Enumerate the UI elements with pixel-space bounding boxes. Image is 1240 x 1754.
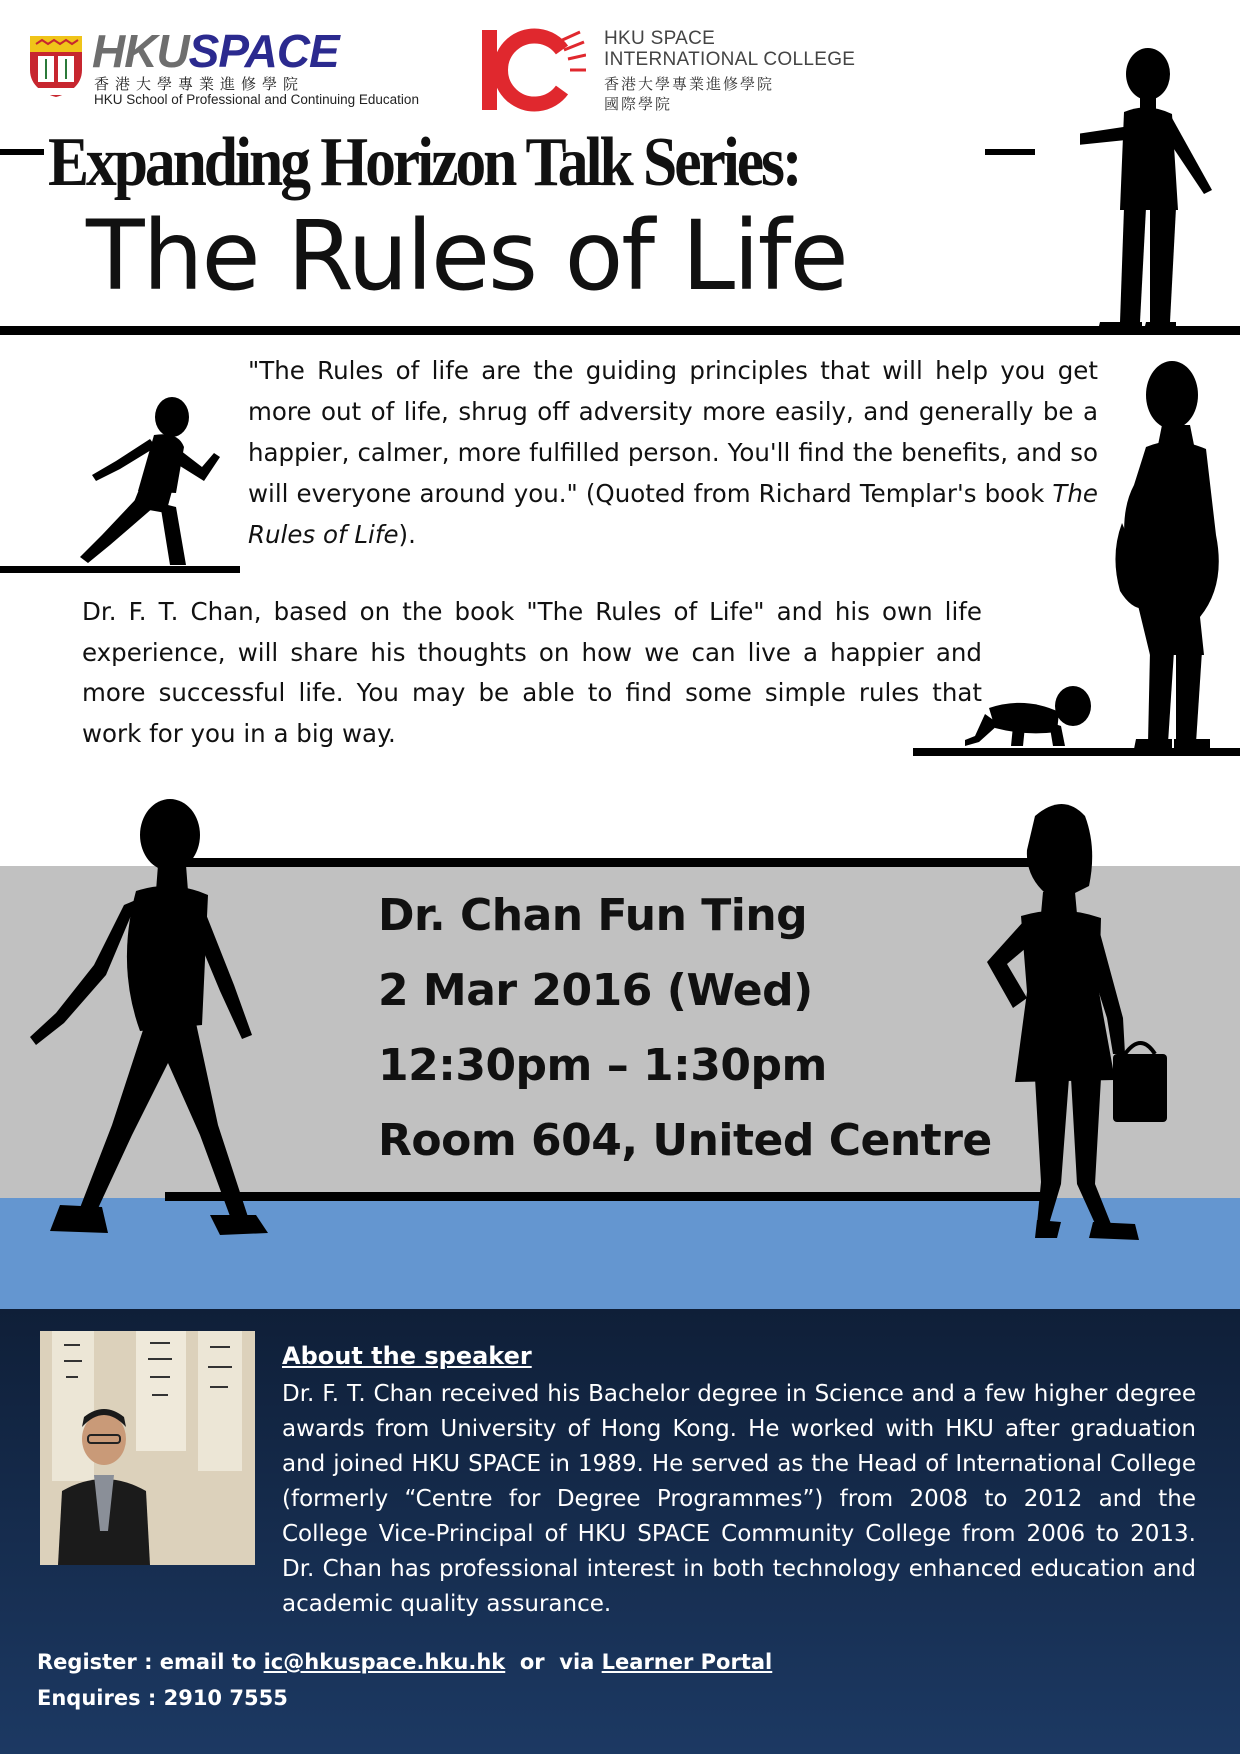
about-speaker-heading: About the speaker [282, 1342, 532, 1370]
hku-space-chinese-name: 香港大學專業進修學院 [94, 75, 305, 93]
title-underline [0, 326, 1240, 335]
event-venue: Room 604, United Centre [378, 1115, 992, 1166]
quote-book-title: The Rules of Life [248, 479, 1098, 549]
main-title: The Rules of Life [86, 200, 847, 312]
register-middle: or via [505, 1650, 602, 1674]
pregnant-woman-silhouette-icon [1110, 355, 1240, 755]
ic-name-line1: HKU SPACE [604, 28, 716, 49]
learner-portal-link[interactable]: Learner Portal [601, 1650, 773, 1674]
register-line [37, 1650, 772, 1674]
hku-space-english-name: HKU School of Professional and Continuing Education [94, 92, 419, 107]
enquiry-line: Enquires : 2910 7555 [37, 1686, 288, 1710]
book-quote [248, 350, 1098, 555]
hku-shield-logo [28, 34, 84, 98]
hku-space-wordmark [92, 25, 339, 77]
register-email-link[interactable]: ic@hkuspace.hku.hk [263, 1650, 506, 1674]
runner-ground-line [0, 566, 240, 573]
talk-introduction: Dr. F. T. Chan, based on the book "The Rules of Life" and his own life experience, will share his thoughts on how we can live a happier and more successful life. You may be able to find some simple rules that work for you in a big way. [82, 597, 982, 748]
about-speaker-body: Dr. F. T. Chan received his Bachelor degree in Science and a few higher degree awards from University of Hong Kong. He worked with HKU after graduation and joined HKU SPACE in 1989. He served as the Head of International College (formerly “Centre for Degree Programmes”) from 2008 to 2012 and the College Vice-Principal of HKU SPACE Community College from 2006 to 2013. Dr. Chan has professional interest in both technology enhanced education and academic quality assurance. [282, 1381, 1196, 1617]
walking-man-silhouette-icon [20, 795, 280, 1280]
child-silhouette-icon [1080, 40, 1230, 332]
runner-silhouette-icon [80, 395, 230, 567]
businesswoman-silhouette-icon [965, 792, 1205, 1277]
wordmark-hku: HKU [92, 25, 189, 77]
speaker-photo [40, 1331, 255, 1565]
series-title: Expanding Horizon Talk Series: [48, 124, 800, 201]
ic-chinese-line1: 香港大學專業進修學院 [604, 75, 775, 93]
ic-name-line2: INTERNATIONAL COLLEGE [604, 49, 856, 70]
baby-silhouette-icon [965, 682, 1095, 750]
info-band-bottom-rule [165, 1192, 1055, 1201]
ic-logo [480, 28, 586, 112]
event-date: 2 Mar 2016 (Wed) [378, 965, 813, 1016]
title-rule-left [0, 149, 44, 155]
register-label: Register : email to [37, 1650, 264, 1674]
ic-chinese-line2: 國際學院 [604, 95, 673, 113]
event-time: 12:30pm – 1:30pm [378, 1040, 827, 1091]
info-band-top-rule [165, 858, 1055, 867]
quote-text: "The Rules of life are the guiding principles that will help you get more out of life, shrug off adversity more easily, and generally be a happier, calmer, more fulfilled person. You'll find the benefits, and so will everyone around you." (Quoted from Richard Templar's book [248, 356, 1098, 508]
event-speaker: Dr. Chan Fun Ting [378, 890, 808, 941]
title-rule-right [985, 149, 1035, 155]
wordmark-space: SPACE [188, 25, 339, 77]
quote-closing: ). [398, 520, 416, 549]
